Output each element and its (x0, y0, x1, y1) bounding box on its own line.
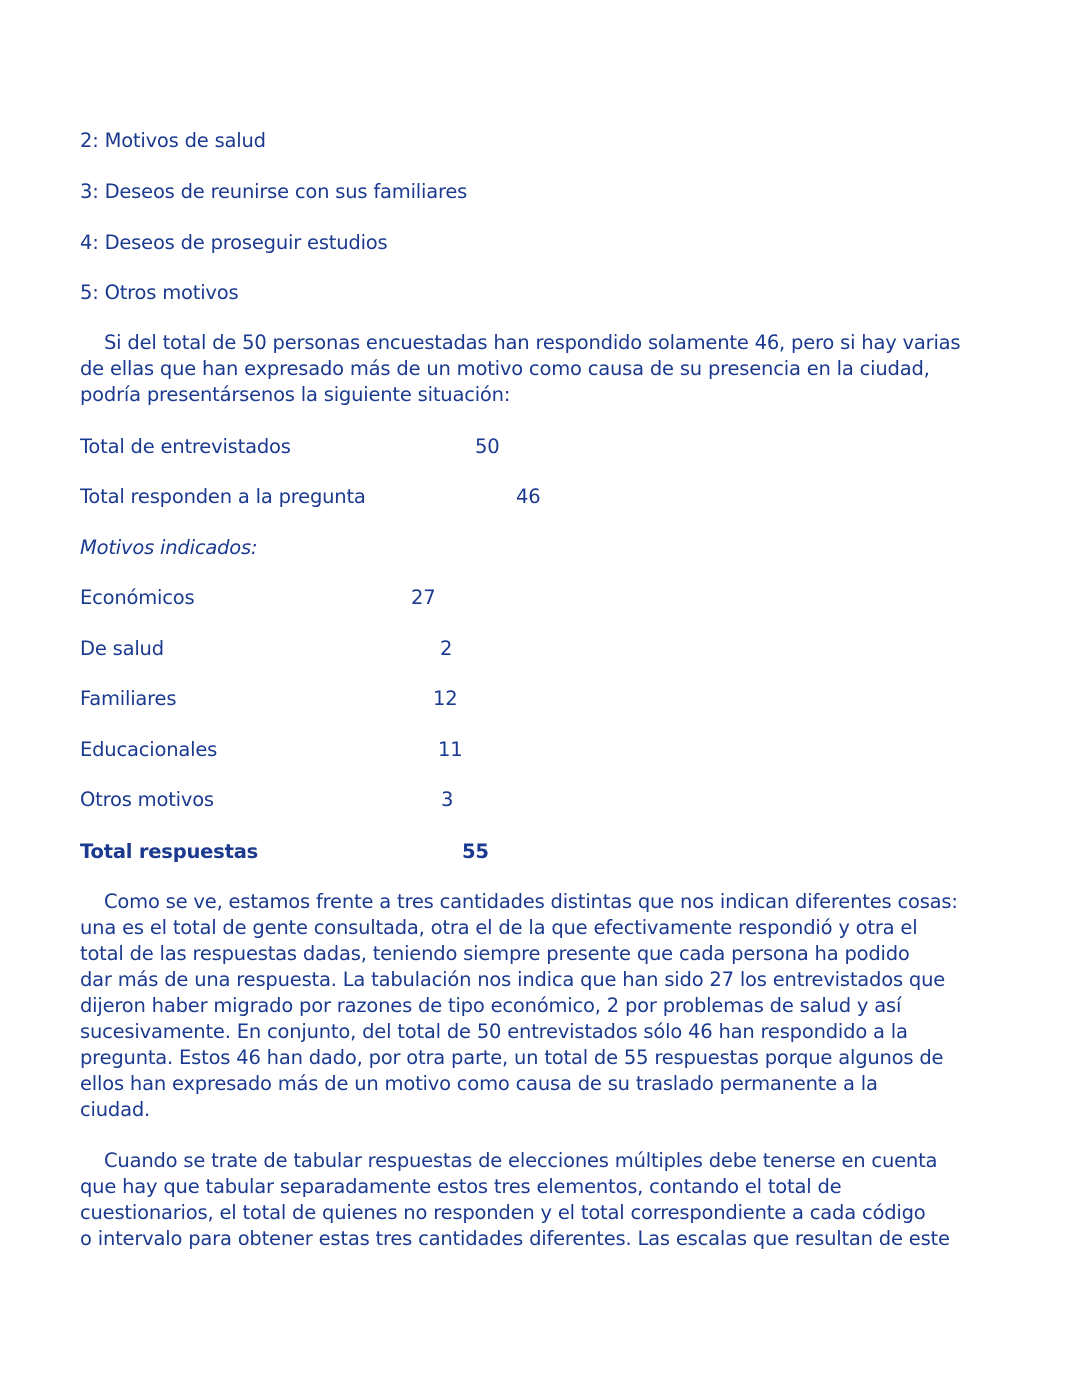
motive-label: De salud (80, 637, 164, 660)
explanation-paragraph (80, 889, 958, 1123)
motive-label: Educacionales (80, 738, 218, 761)
text-line: o intervalo para obtener estas tres cantidades diferentes. Las escalas que resultan de este (80, 1227, 950, 1250)
code-line: 2: Motivos de salud (80, 129, 266, 152)
text-line: ciudad. (80, 1098, 151, 1121)
total-label: Total respuestas (80, 840, 259, 863)
text-line: dar más de una respuesta. La tabulación nos indica que han sido 27 los entrevistados que (80, 968, 946, 991)
responded-value: 46 (516, 485, 541, 508)
interviewed-label: Total de entrevistados (80, 435, 291, 458)
intro-paragraph (80, 330, 960, 408)
text-line: cuestionarios, el total de quienes no responden y el total correspondiente a cada código (80, 1201, 926, 1224)
text-line: pregunta. Estos 46 han dado, por otra parte, un total de 55 respuestas porque algunos de (80, 1046, 944, 1069)
text-line: total de las respuestas dadas, teniendo siempre presente que cada persona ha podido (80, 942, 910, 965)
interviewed-value: 50 (475, 435, 500, 458)
text-line: Como se ve, estamos frente a tres cantidades distintas que nos indican diferentes cosas: (104, 890, 958, 913)
motives-heading: Motivos indicados: (80, 536, 258, 559)
motive-value: 27 (411, 586, 436, 609)
text-line: Cuando se trate de tabular respuestas de elecciones múltiples debe tenerse en cuenta (104, 1149, 938, 1172)
motive-value: 11 (438, 738, 463, 761)
code-line: 3: Deseos de reunirse con sus familiares (80, 180, 468, 203)
text-line: podría presentársenos la siguiente situación: (80, 383, 511, 406)
text-line: ellos han expresado más de un motivo como causa de su traslado permanente a la (80, 1072, 878, 1095)
motive-value: 12 (433, 687, 458, 710)
text-line: Si del total de 50 personas encuestadas han respondido solamente 46, pero si hay varias (104, 331, 961, 354)
code-line: 4: Deseos de proseguir estudios (80, 231, 388, 254)
motive-label: Familiares (80, 687, 177, 710)
text-line: sucesivamente. En conjunto, del total de 50 entrevistados sólo 46 han respondido a la (80, 1020, 908, 1043)
text-line: de ellas que han expresado más de un motivo como causa de su presencia en la ciudad, (80, 357, 930, 380)
text-line: una es el total de gente consultada, otra el de la que efectivamente respondió y otra el (80, 916, 918, 939)
motive-value: 2 (440, 637, 453, 660)
code-line: 5: Otros motivos (80, 281, 239, 304)
motive-label: Económicos (80, 586, 195, 609)
total-value: 55 (462, 840, 489, 863)
tabulation-paragraph (80, 1148, 950, 1252)
text-line: que hay que tabular separadamente estos tres elementos, contando el total de (80, 1175, 842, 1198)
motive-label: Otros motivos (80, 788, 214, 811)
responded-label: Total responden a la pregunta (80, 485, 366, 508)
motive-value: 3 (441, 788, 454, 811)
text-line: dijeron haber migrado por razones de tipo económico, 2 por problemas de salud y así (80, 994, 902, 1017)
